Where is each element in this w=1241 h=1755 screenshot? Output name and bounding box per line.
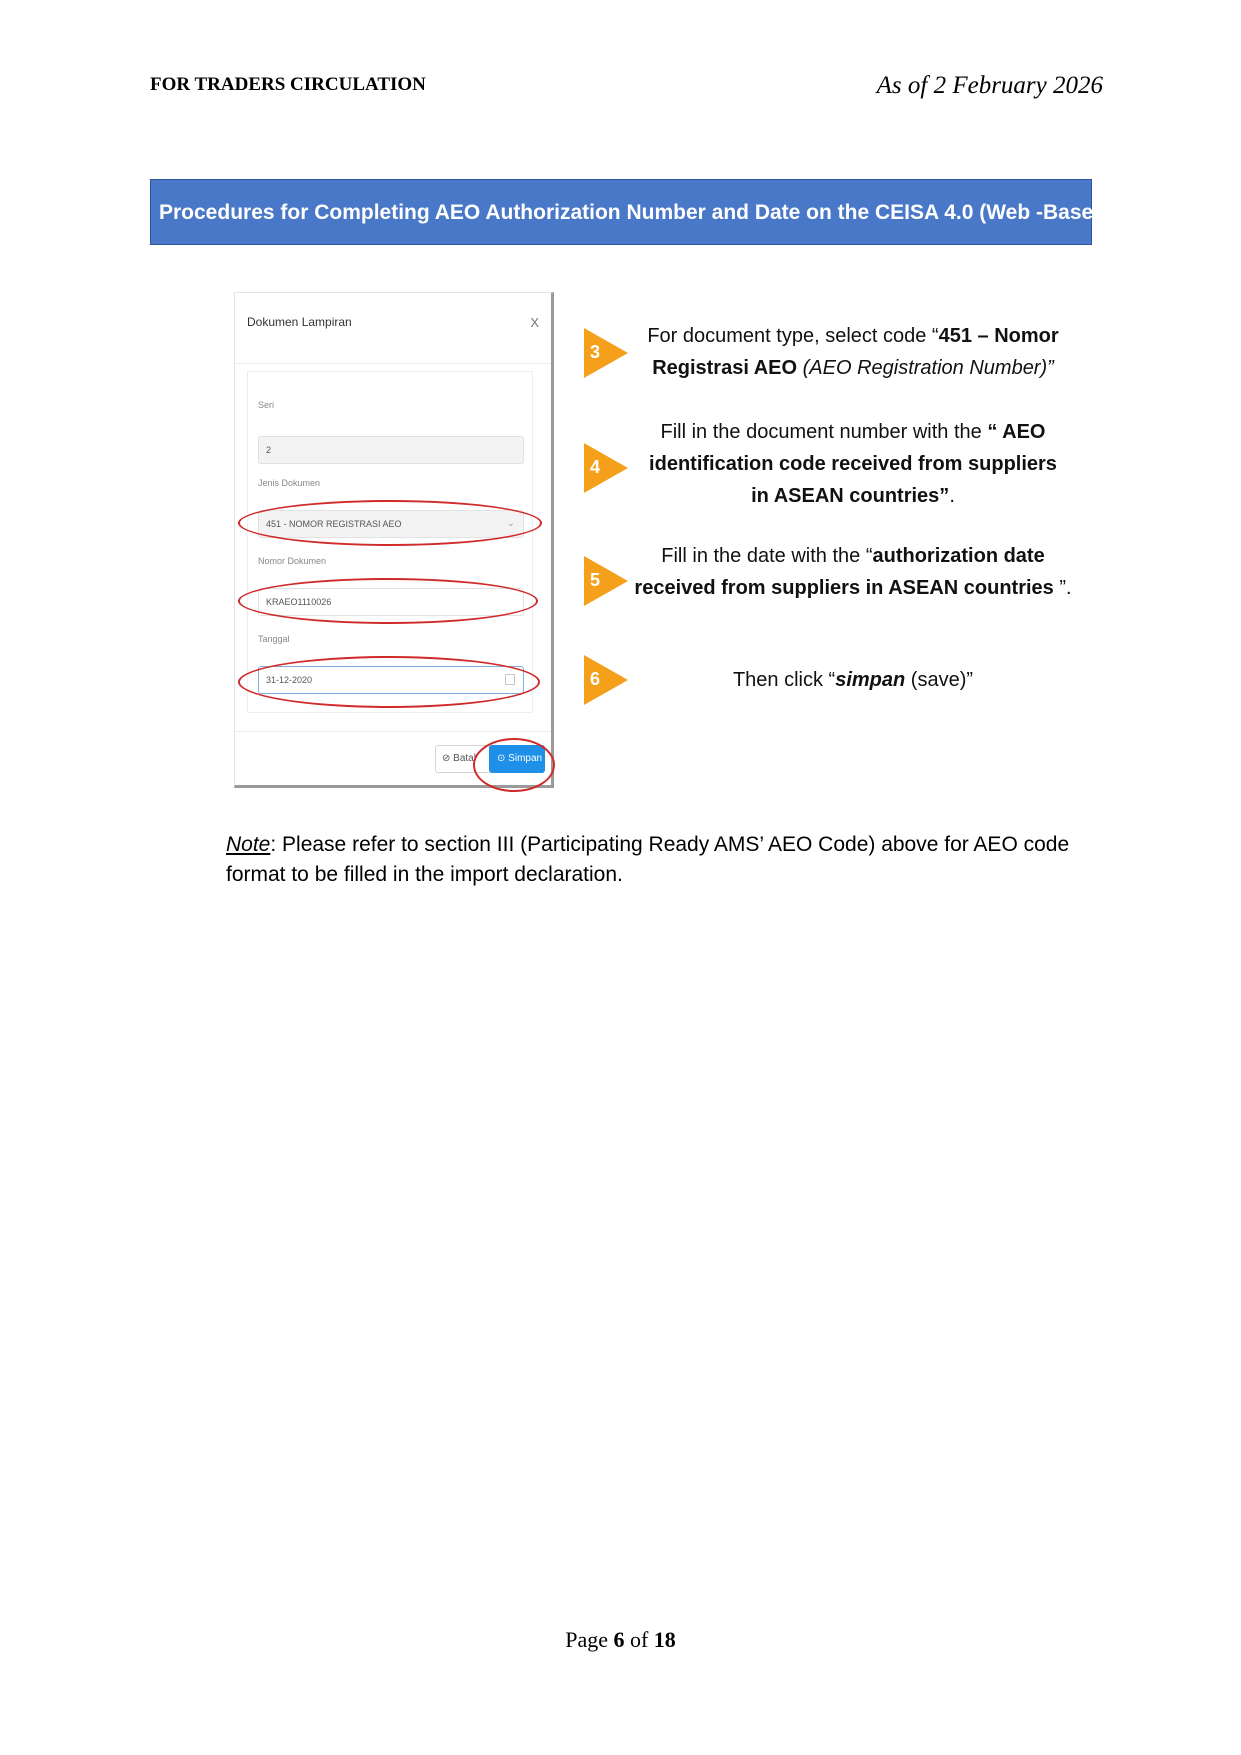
tanggal-label: Tanggal: [258, 634, 290, 644]
step-3-translation: (AEO Registration Number)”: [802, 357, 1054, 379]
batal-button[interactable]: [435, 745, 491, 773]
step-6-text-1: Then click “: [732, 669, 836, 691]
note-paragraph: [226, 830, 1086, 890]
page-prefix: Page: [565, 1627, 614, 1652]
ban-icon: ⊘: [442, 753, 451, 764]
step-4-number: 4: [590, 457, 601, 477]
jenis-dokumen-value: 451 - NOMOR REGISTRASI AEO: [266, 519, 402, 529]
page-of: of: [624, 1627, 654, 1652]
header-date: As of 2 February 2026: [876, 72, 1103, 99]
step-4-text: [618, 416, 1088, 512]
tanggal-value: 31-12-2020: [266, 675, 313, 685]
tanggal-input[interactable]: [258, 666, 524, 694]
seri-label: Seri: [258, 400, 275, 410]
step-6-number: 6: [590, 669, 601, 689]
note-label: Note: [226, 833, 271, 856]
nomor-dokumen-input[interactable]: [258, 588, 524, 616]
step-4-asean: in ASEAN countries”: [751, 485, 950, 507]
step-5-end: ”.: [1053, 577, 1072, 599]
step-5-text-1: Fill in the date with the “: [661, 545, 873, 567]
jenis-dokumen-label: Jenis Dokumen: [258, 478, 321, 488]
seri-value: 2: [266, 445, 272, 455]
step-6-text: [618, 664, 1088, 696]
total-pages: 18: [653, 1627, 676, 1652]
step-3-text: [618, 320, 1088, 384]
dialog-divider: [235, 363, 551, 364]
note-text: : Please refer to section III (Participating Ready AMS’ AEO Code) above for AEO code format to be filled in the import declaration.: [226, 833, 1070, 886]
step-3-number: 3: [590, 342, 601, 362]
chevron-down-icon: ⌄: [506, 518, 515, 529]
seri-input[interactable]: [258, 436, 524, 464]
nomor-dokumen-value: KRAEO1110026: [266, 597, 332, 607]
step-3-code: 451 – Nomor: [938, 325, 1059, 347]
step-4-identification: identification code received from suppliers: [649, 453, 1057, 475]
step-5-number: 5: [590, 570, 601, 590]
nomor-dokumen-label: Nomor Dokumen: [258, 556, 327, 566]
step-6-simpan: simpan: [835, 669, 906, 691]
simpan-button[interactable]: [489, 745, 545, 773]
step-5-text: [618, 540, 1088, 604]
step-4-period: .: [949, 485, 955, 507]
step-4-aeo: “ AEO: [987, 421, 1046, 443]
dialog-footer-divider: [235, 731, 551, 732]
dialog-form: [247, 371, 533, 713]
page-number-footer: [0, 1627, 1241, 1653]
step-5-auth-date: authorization date: [872, 545, 1045, 567]
step-3-text-1: For document type, select code “: [647, 325, 939, 347]
dokumen-lampiran-dialog: [234, 292, 554, 788]
step-4-text-1: Fill in the document number with the: [660, 421, 988, 443]
dialog-title: Dokumen Lampiran: [247, 315, 352, 329]
simpan-label: Simpan: [508, 753, 543, 764]
calendar-icon[interactable]: [505, 674, 515, 685]
step-3-registrasi: Registrasi AEO: [652, 357, 803, 379]
step-5-received: received from suppliers in ASEAN countries: [634, 577, 1054, 599]
batal-label: Batal: [453, 753, 476, 764]
check-circle-icon: ⊙: [497, 753, 506, 764]
header-circulation-label: FOR TRADERS CIRCULATION: [150, 74, 426, 95]
step-6-save: (save)”: [905, 669, 974, 691]
current-page: 6: [613, 1627, 625, 1652]
close-icon[interactable]: X: [530, 315, 539, 330]
section-banner: Procedures for Completing AEO Authorization Number and Date on the CEISA 4.0 (Web -Based Portal) (3): [150, 179, 1092, 245]
jenis-dokumen-select[interactable]: [258, 510, 524, 538]
